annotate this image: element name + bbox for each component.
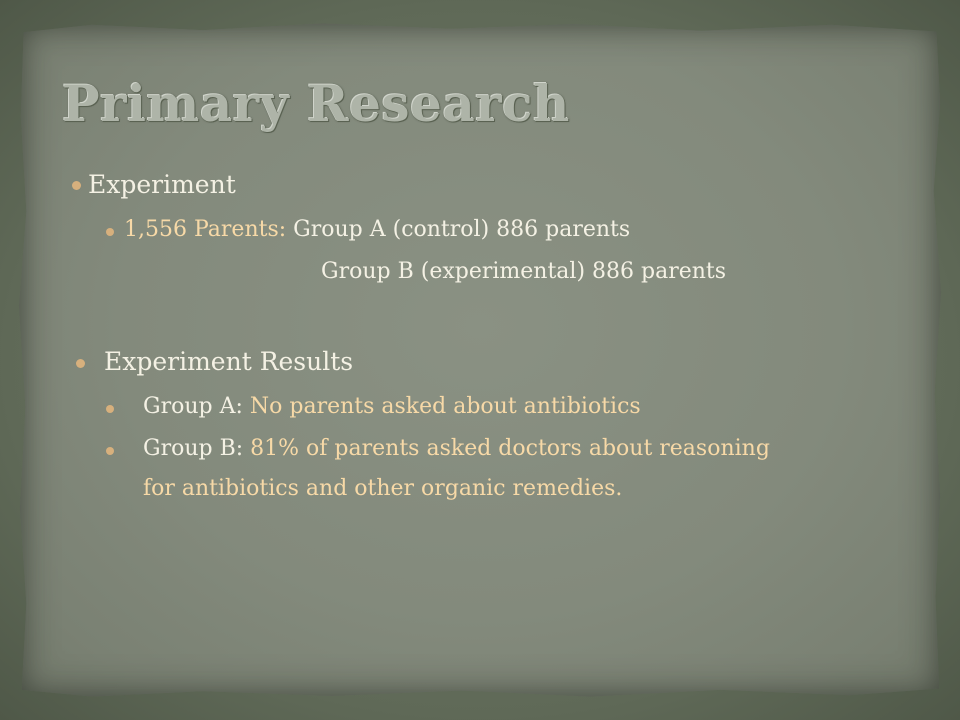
slide-title: Primary Research xyxy=(62,74,570,133)
experiment-detail xyxy=(124,217,630,242)
group-a-control: Group A (control) 886 parents xyxy=(293,217,631,242)
bullet-icon xyxy=(72,181,81,190)
group-a-result: No parents asked about antibiotics xyxy=(249,394,641,419)
results-heading: Experiment Results xyxy=(104,347,354,376)
group-b-result: 81% of parents asked doctors about reasoning xyxy=(250,436,770,461)
experiment-heading: Experiment xyxy=(88,170,236,199)
bullet-icon xyxy=(106,405,114,413)
bullet-icon xyxy=(76,359,85,368)
parents-count: 1,556 Parents: xyxy=(124,217,294,242)
result-group-a xyxy=(143,394,641,419)
group-a-label: Group A: xyxy=(143,394,250,419)
bullet-icon xyxy=(106,228,114,236)
group-b-experimental: Group B (experimental) 886 parents xyxy=(321,259,727,284)
group-b-result-continued: for antibiotics and other organic remedies. xyxy=(143,476,623,501)
bullet-icon xyxy=(106,447,114,455)
result-group-b xyxy=(143,436,770,461)
group-b-label: Group B: xyxy=(143,436,251,461)
